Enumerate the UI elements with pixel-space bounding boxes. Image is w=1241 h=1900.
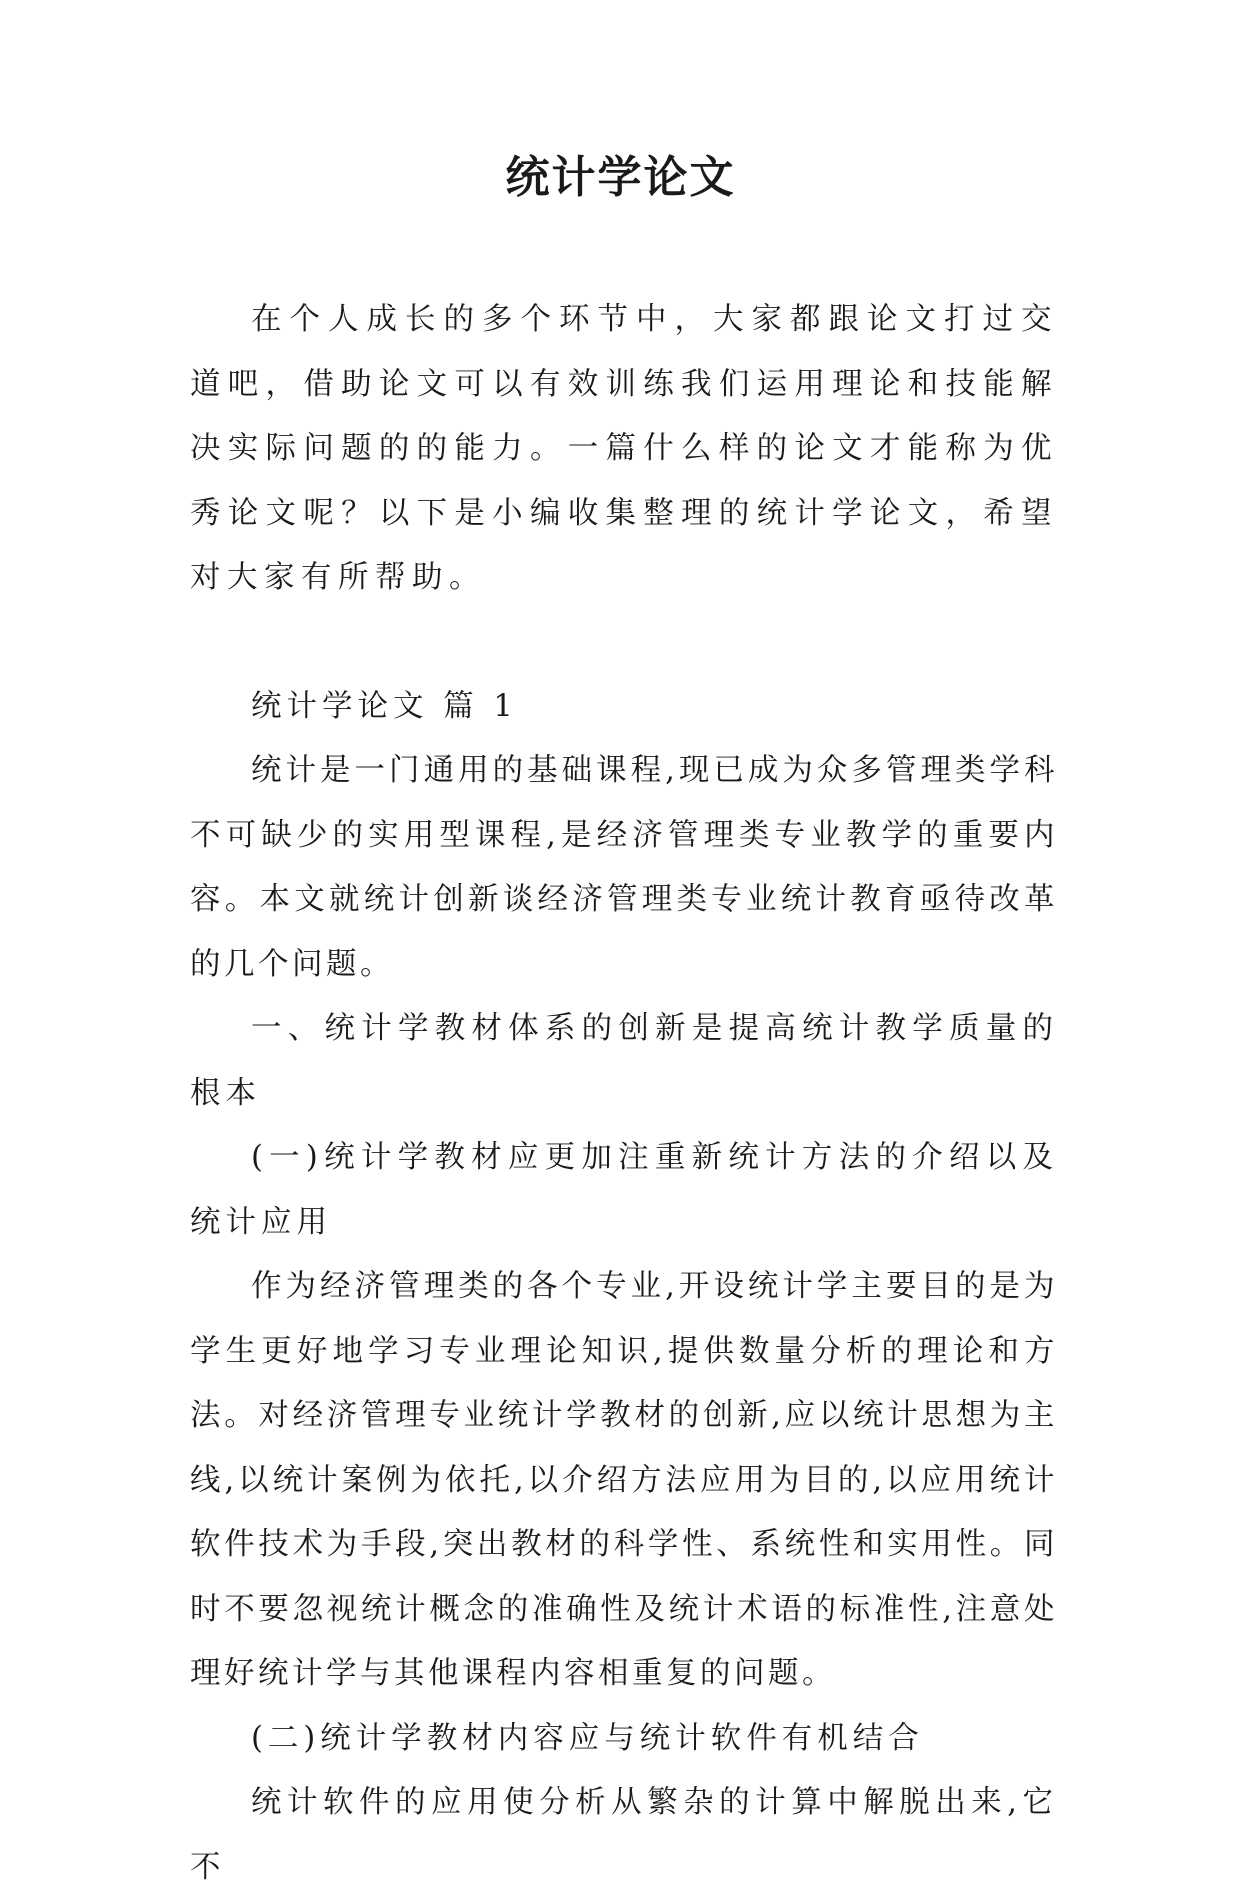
document-body — [190, 288, 1058, 1900]
subheading-2: (二)统计学教材内容应与统计软件有机结合 — [251, 1720, 924, 1756]
document-title: 统计学论文 — [505, 152, 736, 203]
intro-paragraph: 在个人成长的多个环节中，大家都跟论文打过交道吧，借助论文可以有效训练我们运用理论和技能解决实际问题的的能力。一篇什么样的论文才能称为优秀论文呢？以下是小编收集整理的统计学论文，希望对大家有所帮助。 — [190, 302, 1058, 595]
section-gap — [190, 611, 1058, 675]
section-label: 统计学论文 篇 1 — [251, 688, 518, 724]
paragraph-3: 统计软件的应用使分析从繁杂的计算中解脱出来,它不 — [190, 1785, 1058, 1885]
subheading-1: (一)统计学教材应更加注重新统计方法的介绍以及统计应用 — [190, 1140, 1058, 1240]
heading-1: 一、统计学教材体系的创新是提高统计教学质量的根本 — [190, 1011, 1058, 1111]
paragraph-1: 统计是一门通用的基础课程,现已成为众多管理类学科不可缺少的实用型课程,是经济管理类专业教学的重要内容。本文就统计创新谈经济管理类专业统计教育亟待改革的几个问题。 — [190, 753, 1058, 982]
intro-block — [190, 288, 1058, 611]
paragraph-2: 作为经济管理类的各个专业,开设统计学主要目的是为学生更好地学习专业理论知识,提供数量分析的理论和方法。对经济管理专业统计学教材的创新,应以统计思想为主线,以统计案例为依托,以介绍方法应用为目的,以应用统计软件技术为手段,突出教材的科学性、系统性和实用性。同时不要忽视统计概念的准确性及统计术语的标准性,注意处理好统计学与其他课程内容相重复的问题。 — [190, 1269, 1058, 1691]
